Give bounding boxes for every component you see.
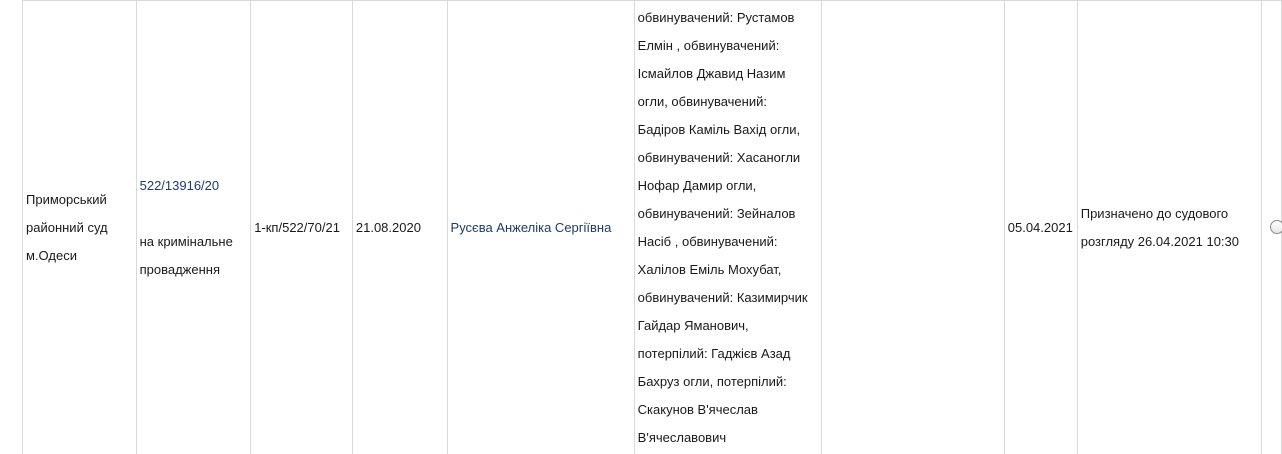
table-row (23, 1, 1282, 454)
status-cell (1077, 1, 1261, 454)
status-line: розгляду 26.04.2021 10:30 (1080, 234, 1239, 249)
case-form-line: провадження (139, 262, 221, 277)
proceeding-number-cell: 1-кп/522/70/21 (251, 1, 353, 454)
registration-date-cell: 21.08.2020 (352, 1, 447, 454)
court-name-line: Приморський (26, 192, 107, 207)
party-line: Бадіров Каміль Вахід огли, (637, 122, 801, 137)
party-line: обвинувачений: Зейналов (637, 206, 796, 221)
case-number-link[interactable]: 522/13916/20 (139, 178, 220, 193)
party-line: обвинувачений: Рустамов (637, 10, 795, 25)
cases-table-viewport (22, 0, 1282, 454)
case-number-cell (136, 1, 251, 454)
party-line: обвинувачений: Хасаногли (637, 150, 801, 165)
party-line: Елмін , обвинувачений: (637, 38, 780, 53)
court-name-line: районний суд (26, 220, 108, 235)
row-select-radio[interactable] (1270, 220, 1282, 234)
party-line: огли, обвинувачений: (637, 94, 767, 109)
parties-cell (634, 1, 822, 454)
party-line: Ісмайлов Джавид Назим (637, 66, 786, 81)
party-line: Бахруз огли, потерпілий: (637, 374, 787, 389)
case-form-line: на кримінальне (139, 234, 233, 249)
court-name-line: м.Одеси (26, 248, 77, 263)
party-line: Насіб , обвинувачений: (637, 234, 778, 249)
party-line: Нофар Дамир огли, (637, 178, 757, 193)
status-date-cell: 05.04.2021 (1004, 1, 1077, 454)
spacer (140, 200, 248, 228)
status-line: Призначено до судового (1080, 206, 1229, 221)
party-line: потерпілий: Гаджієв Азад (637, 346, 791, 361)
cases-table (22, 0, 1282, 454)
party-line: Гайдар Яманович, (637, 318, 749, 333)
court-cell (23, 1, 137, 454)
party-line: Халілов Еміль Мохубат, (637, 262, 782, 277)
judge-cell (447, 1, 634, 454)
party-line: Скакунов В'ячеслав (637, 402, 758, 417)
party-line: В'ячеславович (637, 430, 727, 445)
category-cell (822, 1, 1004, 454)
party-line: обвинувачений: Казимирчик (637, 290, 808, 305)
judge-link[interactable]: Русєва Анжеліка Сергіївна (450, 220, 612, 235)
